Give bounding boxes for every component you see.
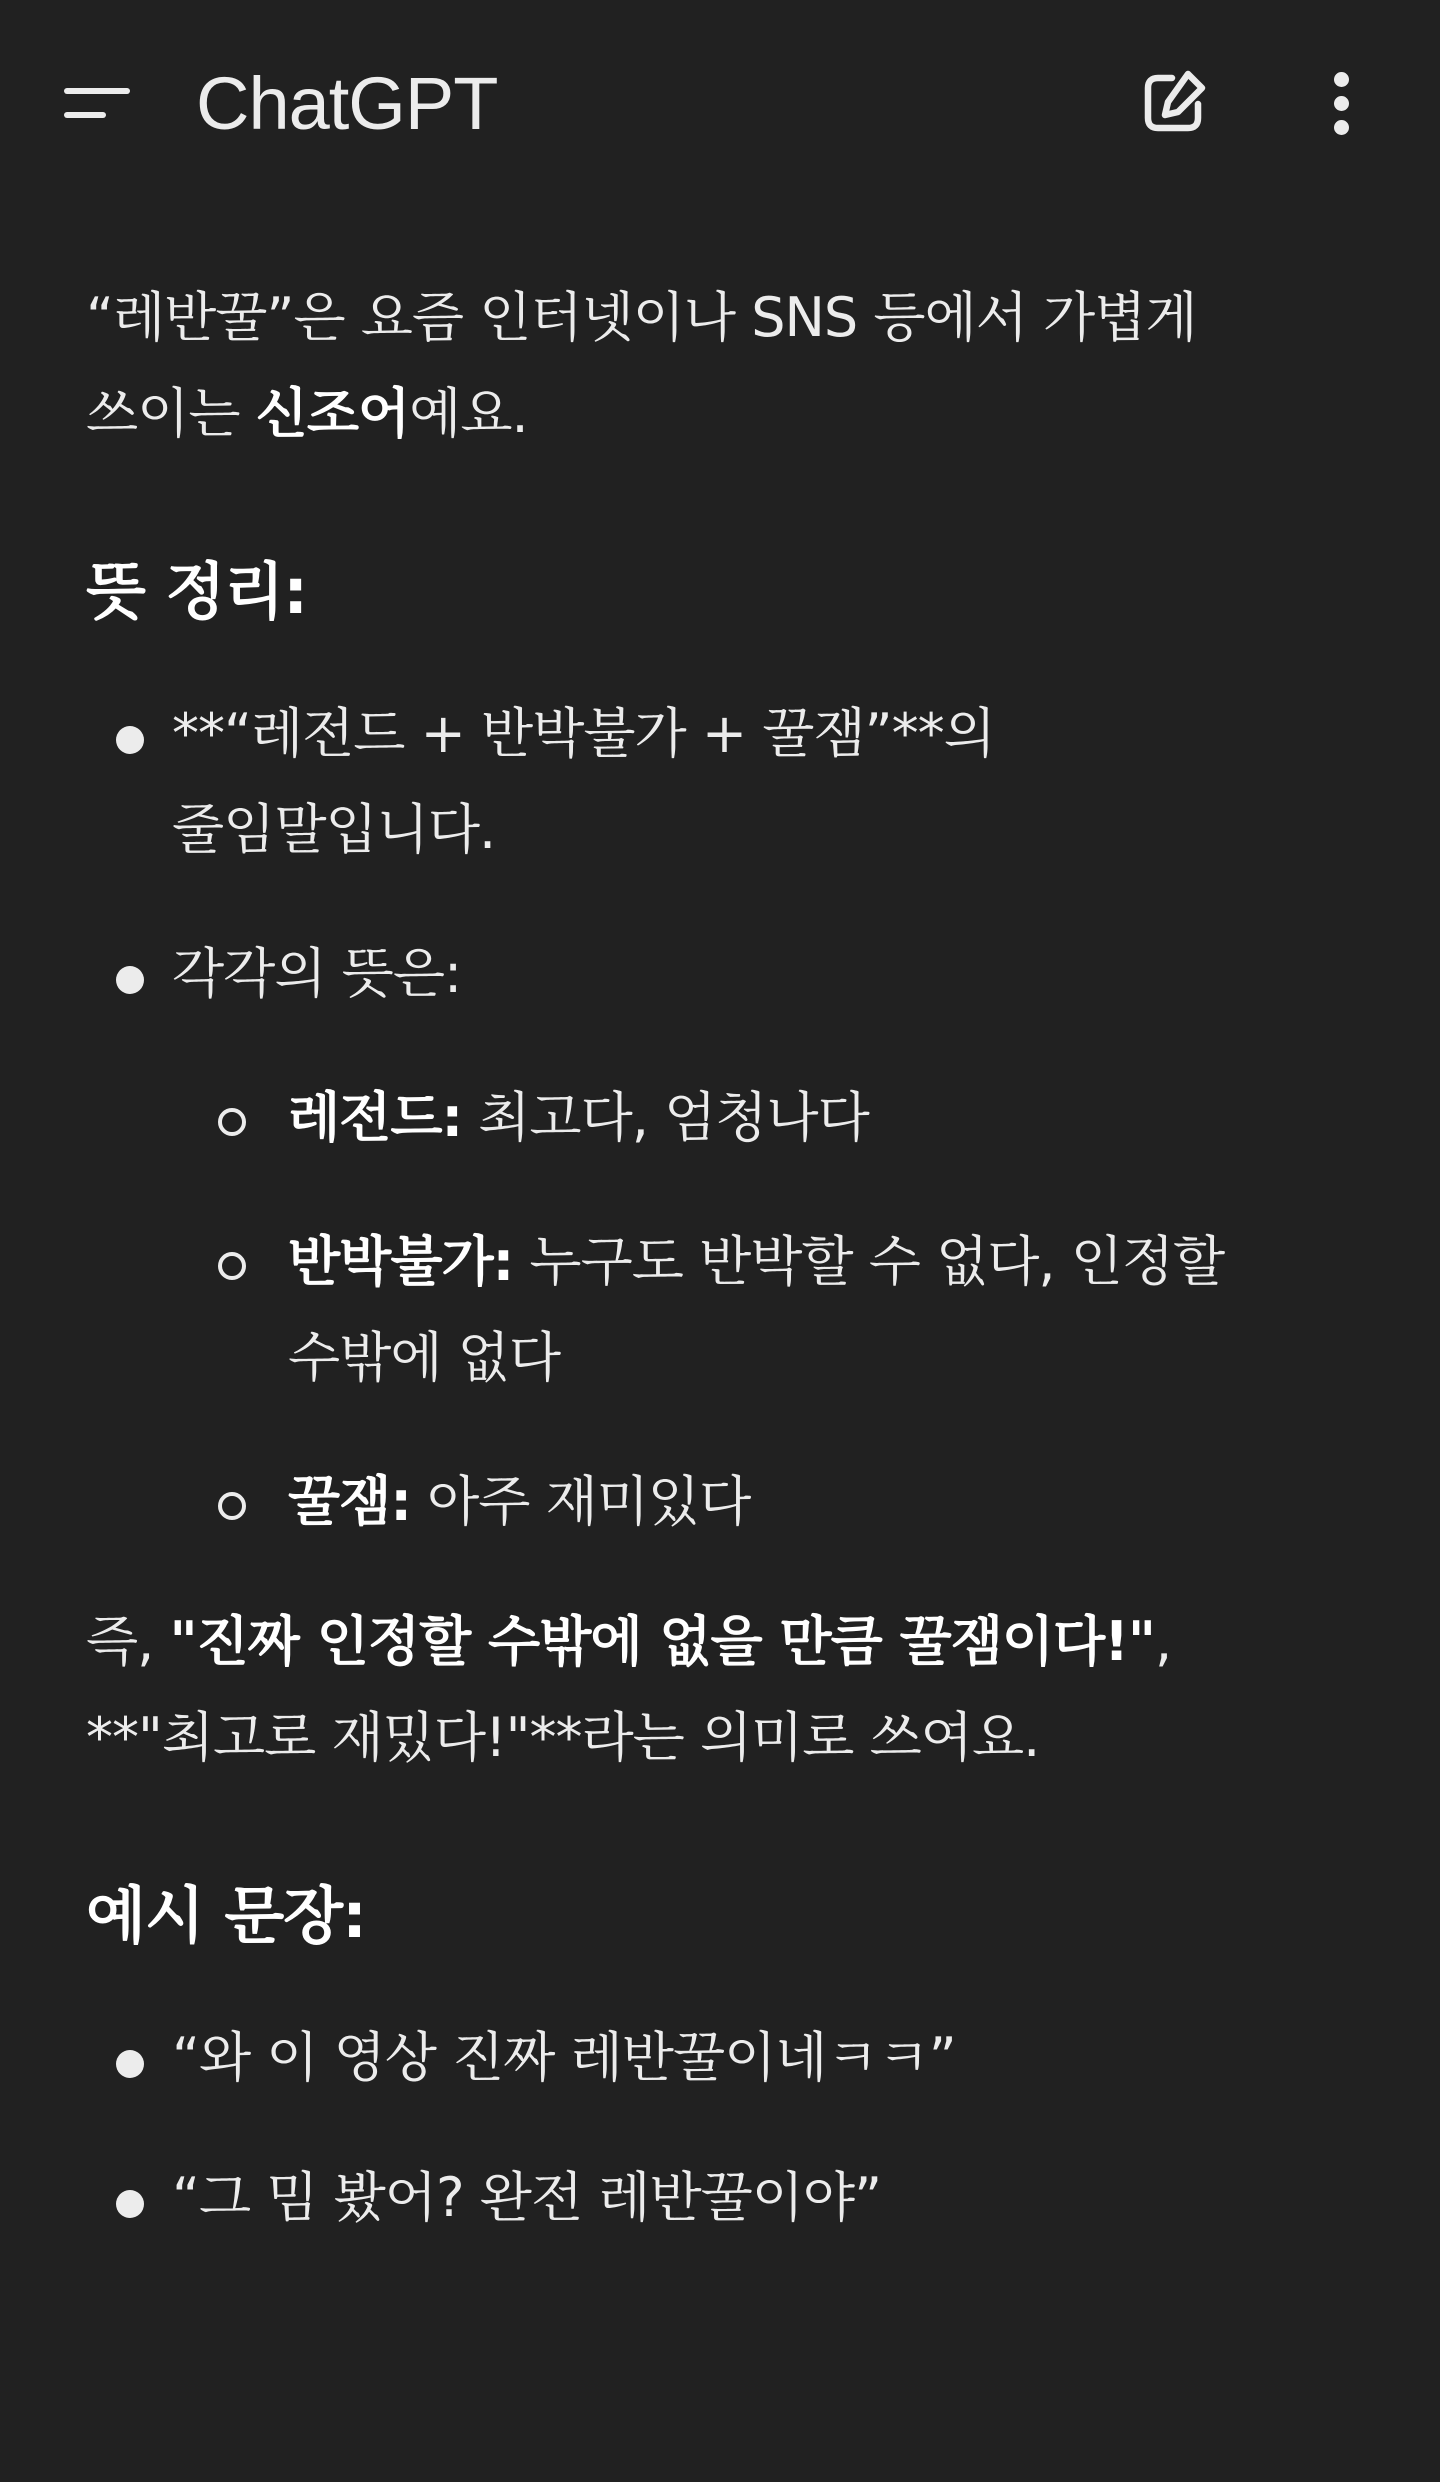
summary-suffix: ,: [1155, 1610, 1172, 1673]
summary-line-1: [86, 1594, 1376, 1690]
example-list-item: [86, 2150, 1376, 2246]
term-definition: 아주 재미있다: [410, 1470, 751, 1533]
intro-bold-term: 신조어: [255, 382, 410, 445]
sub-list-item: [86, 1454, 1376, 1550]
intro-line-1: “레반꿀”은 요즘 인터넷이나 SNS 등에서 가볍게: [86, 286, 1197, 349]
intro-paragraph: [86, 270, 1376, 462]
term-label: 꿀잼:: [288, 1470, 411, 1533]
intro-text: 쓰이는: [86, 382, 256, 445]
term-row: [288, 1214, 1376, 1310]
examples-heading: 예시 문장:: [86, 1879, 366, 1952]
example-list-item: [86, 2010, 1376, 2106]
intro-text-end: 예요.: [409, 382, 528, 445]
bullet-1-line-2: 줄임말입니다.: [172, 798, 496, 861]
term-row: [288, 1454, 1376, 1550]
meaning-heading: 뜻 정리:: [86, 555, 308, 628]
hamburger-menu-icon[interactable]: [64, 82, 130, 126]
bullet-list-item: [86, 926, 1376, 1022]
app-title[interactable]: ChatGPT: [196, 62, 498, 145]
term-definition-line-2: 수밖에 없다: [288, 1326, 560, 1389]
summary-paragraph: [86, 1594, 1376, 1786]
summary-prefix: 즉,: [86, 1610, 170, 1673]
example-sentence: “그 밈 봤어? 완전 레반꿀이야”: [172, 2166, 882, 2229]
assistant-message: [86, 270, 1376, 2246]
term-label: 반박불가:: [288, 1230, 514, 1293]
bullet-1-line-1: **“레전드 + 반박불가 + 꿀잼”**의: [172, 702, 995, 765]
sub-list-item: [86, 1214, 1376, 1406]
intro-line-2: [86, 366, 1376, 462]
summary-line-2: **"최고로 재밌다!"**라는 의미로 쓰여요.: [86, 1706, 1040, 1769]
more-options-icon[interactable]: [1312, 66, 1372, 142]
summary-bold: "진짜 인정할 수밖에 없을 만큼 꿀잼이다!": [169, 1610, 1156, 1673]
term-definition: 최고다, 엄청나다: [462, 1086, 869, 1149]
new-chat-edit-icon[interactable]: [1138, 66, 1210, 138]
sub-list-item: [86, 1070, 1376, 1166]
bullet-list-item: [86, 686, 1376, 878]
bullet-2-text: 각각의 뜻은:: [172, 942, 462, 1005]
top-bar: [0, 0, 1440, 210]
term-label: 레전드:: [288, 1086, 463, 1149]
example-sentence: “와 이 영상 진짜 레반꿀이네ㅋㅋ”: [172, 2026, 956, 2089]
term-definition: 누구도 반박할 수 없다, 인정할: [513, 1230, 1225, 1293]
term-row: [288, 1070, 1376, 1166]
